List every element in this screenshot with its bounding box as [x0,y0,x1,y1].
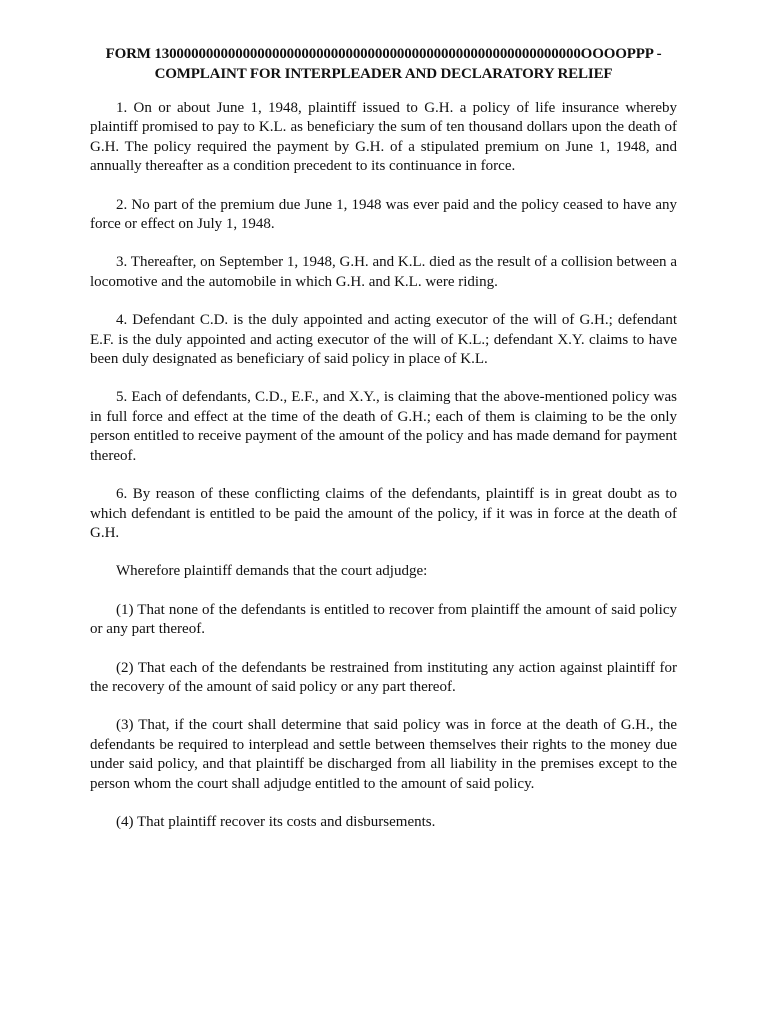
paragraph-6: 6. By reason of these conflicting claims of the defendants, plaintiff is in great doubt as to which defendant is entitled to be paid the amount of the policy, if it was in force at the death of G.H. [90,486,677,541]
demand-item-4: (4) That plaintiff recover its costs and disbursements. [116,813,436,830]
paragraph-5: 5. Each of defendants, C.D., E.F., and X.Y., is claiming that the above-mentioned policy was in full force and effect at the time of the death of G.H.; each of them is claiming to be the only person entitled to receive payment of the amount of the policy and has made demand for payment thereof. [90,389,677,464]
wherefore-clause: Wherefore plaintiff demands that the court adjudge: [116,563,428,580]
demand-item-1: (1) That none of the defendants is entitled to recover from plaintiff the amount of said policy or any part thereof. [90,601,677,638]
document-page [90,44,677,851]
document-body [90,99,677,832]
paragraph-1: 1. On or about June 1, 1948, plaintiff issued to G.H. a policy of life insurance whereby plaintiff promised to pay to K.L. as beneficiary the sum of ten thousand dollars upon the death of G.H. The policy required the payment by G.H. of a stipulated premium on June 1, 1948, and annually thereafter as a condition precedent to its continuance in force. [90,100,677,175]
title-line-complaint: COMPLAINT FOR INTERPLEADER AND DECLARATORY RELIEF [154,66,613,82]
paragraph-4: 4. Defendant C.D. is the duly appointed and acting executor of the will of G.H.; defendant E.F. is the duly appointed and acting executor of the will of K.L.; defendant X.Y. claims to have been duly designated as beneficiary of said policy in place of K.L. [90,312,677,368]
demand-item-2: (2) That each of the defendants be restrained from instituting any action against plaintiff for the recovery of the amount of said policy or any part thereof. [90,659,677,695]
paragraph-3: 3. Thereafter, on September 1, 1948, G.H. and K.L. died as the result of a collision between a locomotive and the automobile in which G.H. and K.L. were riding. [90,254,677,290]
paragraph-2: 2. No part of the premium due June 1, 1948 was ever paid and the policy ceased to have any force or effect on July 1, 1948. [90,196,677,233]
title-line-form-number: FORM 1300000000000000000000000000000000000000000000000000000000OOOOPPP - [105,46,662,62]
demand-item-3: (3) That, if the court shall determine that said policy was in force at the death of G.H., the defendants be required to interplead and settle between themselves their rights to the money due under said policy, and that plaintiff be discharged from all liability in the premises except to the person whom the court shall adjudge entitled to the amount of said policy. [90,717,677,792]
document-title [90,44,677,84]
